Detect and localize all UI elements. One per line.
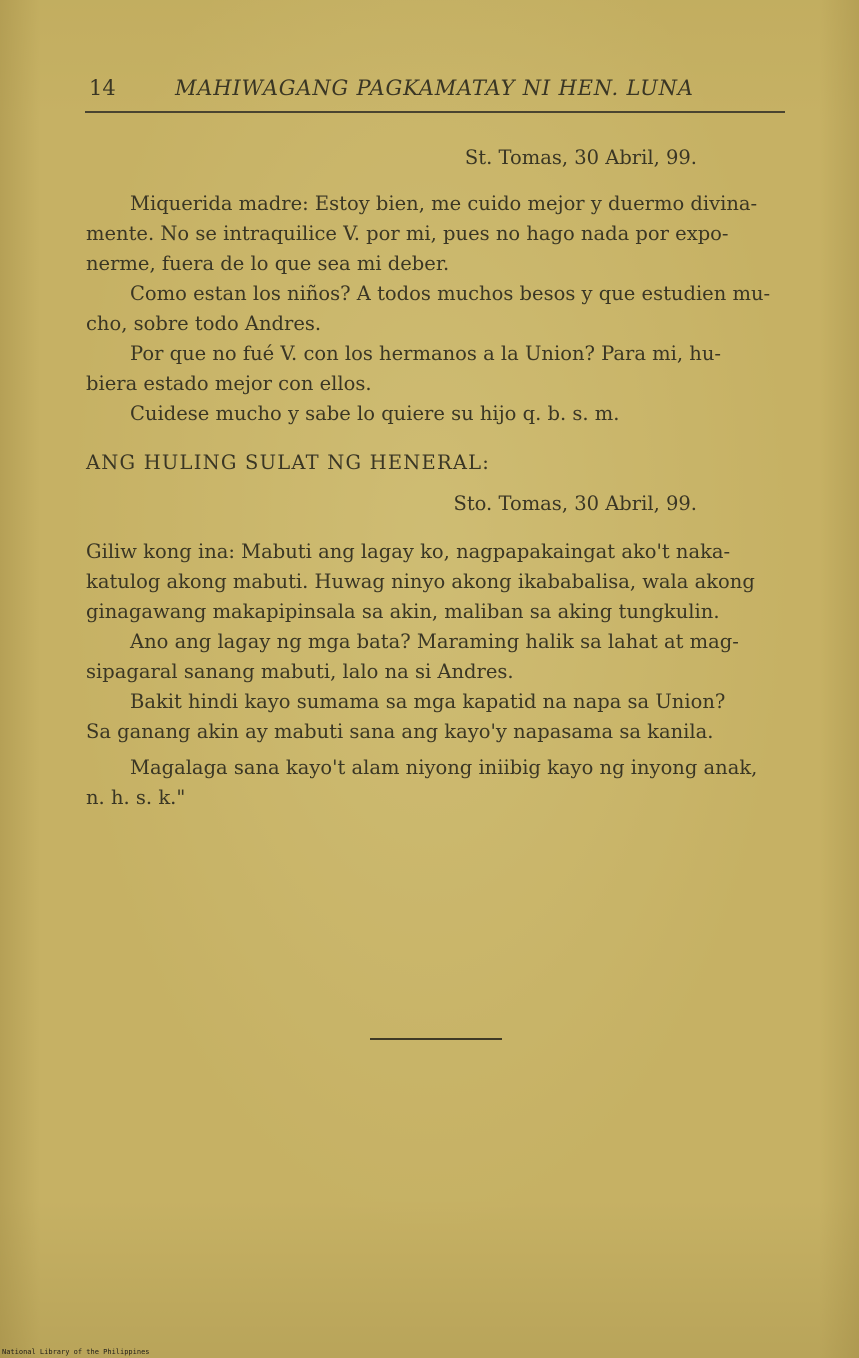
spanish-paragraph-1 — [86, 189, 790, 219]
tagalog-paragraph-2 — [86, 627, 790, 657]
text-line: Magalaga sana kayo't alam niyong iniibig kayo ng inyong anak, — [130, 756, 758, 779]
text-line: nerme, fuera de lo que sea mi deber. — [86, 252, 450, 275]
running-title: MAHIWAGANG PAGKAMATAY NI HEN. LUNA — [175, 76, 694, 100]
tagalog-paragraph-2-cont — [86, 657, 790, 687]
text-line: sipagaral sanang mabuti, lalo na si Andres. — [86, 660, 514, 683]
text-line: Por que no fué V. con los hermanos a la Union? Para mi, hu- — [130, 342, 722, 365]
library-stamp: National Library of the Philippines — [2, 1348, 150, 1356]
text-line: Cuidese mucho y sabe lo quiere su hijo q. b. s. m. — [130, 402, 620, 425]
spanish-paragraph-4 — [86, 399, 790, 429]
text-line: ginagawang makapipinsala sa akin, maliban sa aking tungkulin. — [86, 600, 720, 623]
page-header — [85, 76, 785, 106]
tagalog-paragraph-1 — [86, 537, 790, 627]
text-line-content: Miquerida madre: Estoy bien, me cuido mejor y duermo divina- — [130, 192, 758, 215]
page-number: 14 — [89, 76, 116, 100]
tagalog-paragraph-4-cont — [86, 783, 790, 813]
text-line: Giliw kong ina: Mabuti ang lagay ko, nagpapakaingat ako't naka- — [86, 540, 731, 563]
text-line: Sa ganang akin ay mabuti sana ang kayo'y napasama sa kanila. — [86, 720, 714, 743]
text-line: cho, sobre todo Andres. — [86, 312, 322, 335]
spanish-paragraph-3 — [86, 339, 790, 369]
spanish-dateline: St. Tomas, 30 Abril, 99. — [464, 146, 697, 169]
text-line: n. h. s. k." — [86, 786, 186, 809]
text-line: Como estan los niños? A todos muchos besos y que estudien mu- — [130, 282, 771, 305]
spanish-paragraph-2 — [86, 279, 790, 309]
spanish-paragraph-3-cont — [86, 369, 790, 399]
tagalog-paragraph-3-cont — [86, 717, 790, 747]
text-line: katulog akong mabuti. Huwag ninyo akong ikababalisa, wala akong — [86, 570, 755, 593]
tagalog-paragraph-3 — [86, 687, 790, 717]
spanish-paragraph-1-cont — [86, 219, 790, 279]
text-line: Ano ang lagay ng mga bata? Maraming halik sa lahat at mag- — [130, 630, 739, 653]
text-line: Bakit hindi kayo sumama sa mga kapatid na napa sa Union? — [130, 690, 726, 713]
tagalog-dateline: Sto. Tomas, 30 Abril, 99. — [453, 492, 697, 515]
text-line — [86, 189, 790, 219]
header-rule — [85, 111, 785, 113]
spanish-paragraph-2-cont — [86, 309, 790, 339]
end-rule — [370, 1038, 502, 1040]
section-heading: ANG HULING SULAT NG HENERAL: — [86, 451, 491, 474]
text-line: mente. No se intraquilice V. por mi, pues no hago nada por expo- — [86, 222, 729, 245]
text-line: biera estado mejor con ellos. — [86, 372, 372, 395]
tagalog-paragraph-4 — [86, 753, 790, 783]
